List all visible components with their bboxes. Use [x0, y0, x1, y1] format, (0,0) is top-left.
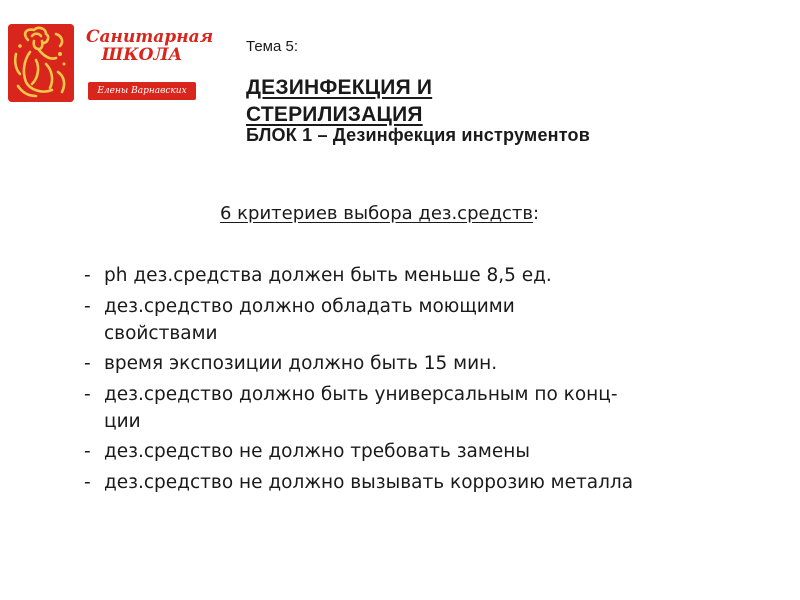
topic-label: Тема 5: [246, 38, 298, 55]
logo-title-line1: Санитарная [86, 27, 214, 47]
bullet-dash: - [84, 295, 91, 317]
list-item-text: ph дез.средства должен быть меньше 8,5 ед. [104, 265, 552, 286]
bullet-dash: - [84, 353, 91, 374]
list-item [84, 381, 784, 435]
list-item [84, 262, 784, 289]
bullet-dash: - [84, 265, 91, 286]
logo-title-line2: ШКОЛА [101, 45, 183, 66]
list-item [84, 438, 784, 465]
list-item-text: дез.средство не должно требовать замены [104, 441, 530, 462]
school-logo [8, 24, 214, 108]
list-item-text: дез.средство должно обладать моющими свойствами [104, 295, 515, 344]
criteria-list [84, 262, 784, 499]
logo-title [86, 27, 214, 66]
bullet-dash: - [84, 383, 91, 405]
list-item [84, 293, 784, 347]
page-title: ДЕЗИНФЕКЦИЯ И СТЕРИЛИЗАЦИЯ [246, 76, 433, 126]
criteria-heading-colon: : [533, 203, 540, 224]
bullet-dash: - [84, 441, 91, 462]
logo-ribbon: Елены Варнавских [88, 82, 196, 100]
bullet-dash: - [84, 471, 91, 493]
logo-emblem-icon [8, 24, 74, 102]
block-subtitle: БЛОК 1 – Дезинфекция инструментов [246, 125, 590, 145]
list-item [84, 350, 784, 377]
criteria-heading [220, 203, 539, 224]
list-item-text: время экспозиции должно быть 15 мин. [104, 353, 498, 374]
list-item-text: дез.средство должно быть универсальным по конц- ции [104, 383, 618, 432]
criteria-heading-text: 6 критериев выбора дез.средств [220, 203, 534, 224]
list-item-text: дез.средство не должно вызывать коррозию металла [104, 471, 634, 493]
list-item [84, 469, 784, 496]
